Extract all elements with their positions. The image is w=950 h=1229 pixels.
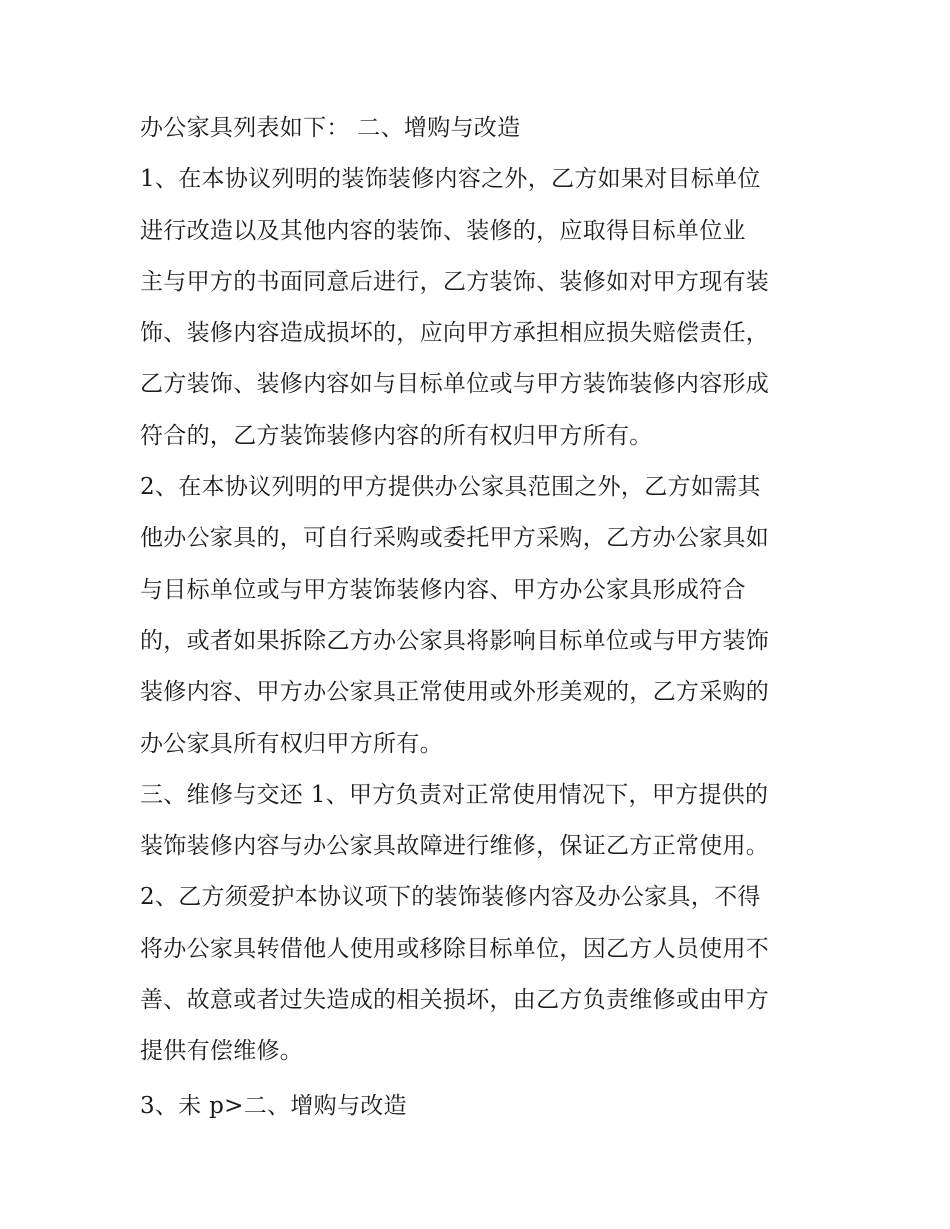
text-line: 善、故意或者过失造成的相关损坏，由乙方负责维修或由甲方 — [140, 987, 770, 1014]
text-line: 进行改造以及其他内容的装饰、装修的，应取得目标单位业 — [140, 217, 746, 244]
document-body — [140, 103, 830, 1132]
text-line: 符合的，乙方装饰装修内容的所有权归甲方所有。 — [140, 422, 653, 449]
text-line: 他办公家具的，可自行采购或委托甲方采购，乙方办公家具如 — [140, 525, 770, 552]
text-line: 三、维修与交还 1、甲方负责对正常使用情况下，甲方提供的 — [140, 781, 769, 808]
text-line: 1、在本协议列明的装饰装修内容之外，乙方如果对目标单位 — [140, 166, 761, 193]
text-line: 的，或者如果拆除乙方办公家具将影响目标单位或与甲方装饰 — [140, 627, 770, 654]
text-line: 装修内容、甲方办公家具正常使用或外形美观的，乙方采购的 — [140, 679, 770, 706]
text-line: 3、未 p>二、增购与改造 — [140, 1092, 407, 1119]
text-line: 饰、装修内容造成损坏的，应向甲方承担相应损失赔偿责任， — [140, 320, 770, 347]
text-line: 与目标单位或与甲方装饰装修内容、甲方办公家具形成符合 — [140, 576, 746, 603]
text-line: 将办公家具转借他人使用或移除目标单位，因乙方人员使用不 — [140, 935, 770, 962]
text-line: 办公家具列表如下： 二、增购与改造 — [140, 115, 521, 141]
text-line: 2、在本协议列明的甲方提供办公家具范围之外，乙方如需其 — [140, 474, 761, 501]
text-line: 乙方装饰、装修内容如与目标单位或与甲方装饰装修内容形成 — [140, 371, 770, 398]
text-line: 装饰装修内容与办公家具故障进行维修，保证乙方正常使用。 — [140, 833, 770, 860]
text-line: 办公家具所有权归甲方所有。 — [140, 730, 443, 757]
text-line: 主与甲方的书面同意后进行，乙方装饰、装修如对甲方现有装 — [140, 268, 770, 295]
text-line: 提供有偿维修。 — [140, 1038, 304, 1065]
text-line: 2、乙方须爱护本协议项下的装饰装修内容及办公家具，不得 — [140, 884, 761, 911]
